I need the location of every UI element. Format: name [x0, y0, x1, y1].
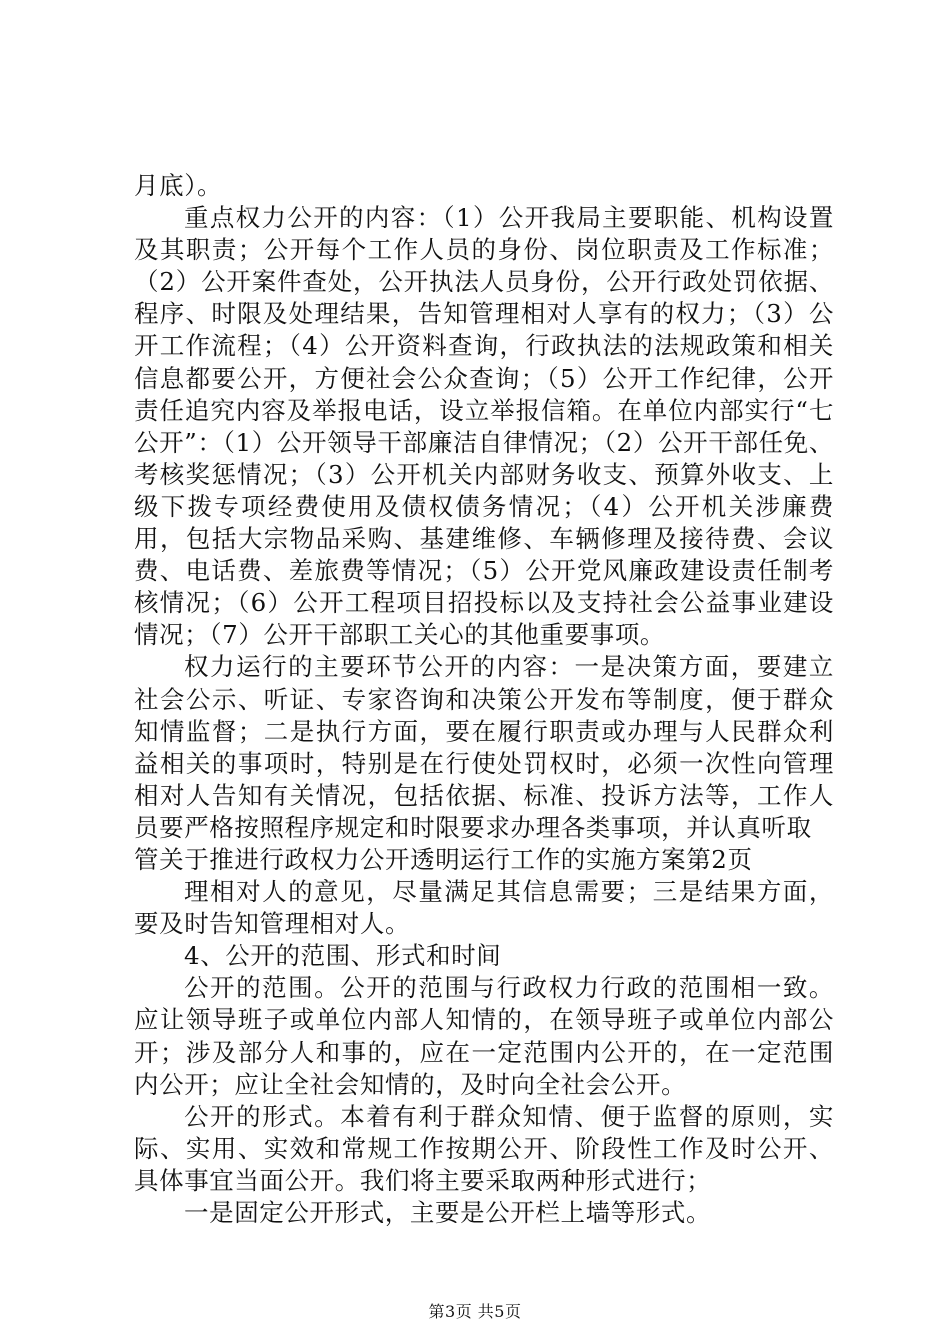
paragraph-disclosure-form: 公开的形式。本着有利于群众知情、便于监督的原则，实际、实用、实效和常规工作按期公开、阶段性工作及时公开、具体事宜当面公开。我们将主要采取两种形式进行； [134, 1101, 834, 1195]
page-footer: 第3页 共5页 [428, 1302, 522, 1321]
inline-running-title: 管关于推进行政权力公开透明运行工作的实施方案第2页 [134, 844, 753, 874]
paragraph-fixed-form: 一是固定公开形式，主要是公开栏上墙等形式。 [184, 1198, 712, 1227]
paragraph-continuation: 月底）。 [134, 171, 223, 200]
section-heading-scope-form-time: 4、公开的范围、形式和时间 [184, 941, 502, 971]
paragraph-key-power-disclosure: 重点权力公开的内容：（1）公开我局主要职能、机构设置及其职责；公开每个工作人员的身份、岗位职责及工作标准；（2）公开案件查处，公开执法人员身份，公开行政处罚依据、程序、时限及处理结果，告知管理相对人享有的权力；（3）公开工作流程；（4）公开资料查询，行政执法的法规政策和相关信息都要公开，方便社会公众查询；（5）公开工作纪律，公开责任追究内容及举报电话，设立举报信箱。在单位内部实行“七公开”：（1）公开领导干部廉洁自律情况；（2）公开干部任免、考核奖惩情况；（3）公开机关内部财务收支、预算外收支、上级下拨专项经费使用及债权债务情况；（4）公开机关涉廉费用，包括大宗物品采购、基建维修、车辆修理及接待费、会议费、电话费、差旅费等情况；（5）公开党风廉政建设责任制考核情况；（6）公开工程项目招投标以及支持社会公益事业建设情况；（7）公开干部职工关心的其他重要事项。 [134, 203, 834, 650]
paragraph-result-aspect: 理相对人的意见，尽量满足其信息需要；三是结果方面，要及时告知管理相对人。 [134, 877, 834, 939]
paragraph-power-operation: 权力运行的主要环节公开的内容：一是决策方面，要建立社会公示、听证、专家咨询和决策公开发布等制度，便于群众知情监督；二是执行方面，要在履行职责或办理与人民群众利益相关的事项时，特别是在行使处罚权时，必须一次性向管理相对人告知有关情况，包括依据、标准、投诉方法等，工作人员要严格按照程序规定和时限要求办理各类事项，并认真听取 [134, 652, 834, 842]
document-body [134, 170, 834, 1229]
paragraph-disclosure-scope: 公开的范围。公开的范围与行政权力行政的范围相一致。应让领导班子或单位内部人知情的，在领导班子或单位内部公开；涉及部分人和事的，应在一定范围内公开的，在一定范围内公开；应让全社会知情的，及时向全社会公开。 [134, 973, 834, 1099]
